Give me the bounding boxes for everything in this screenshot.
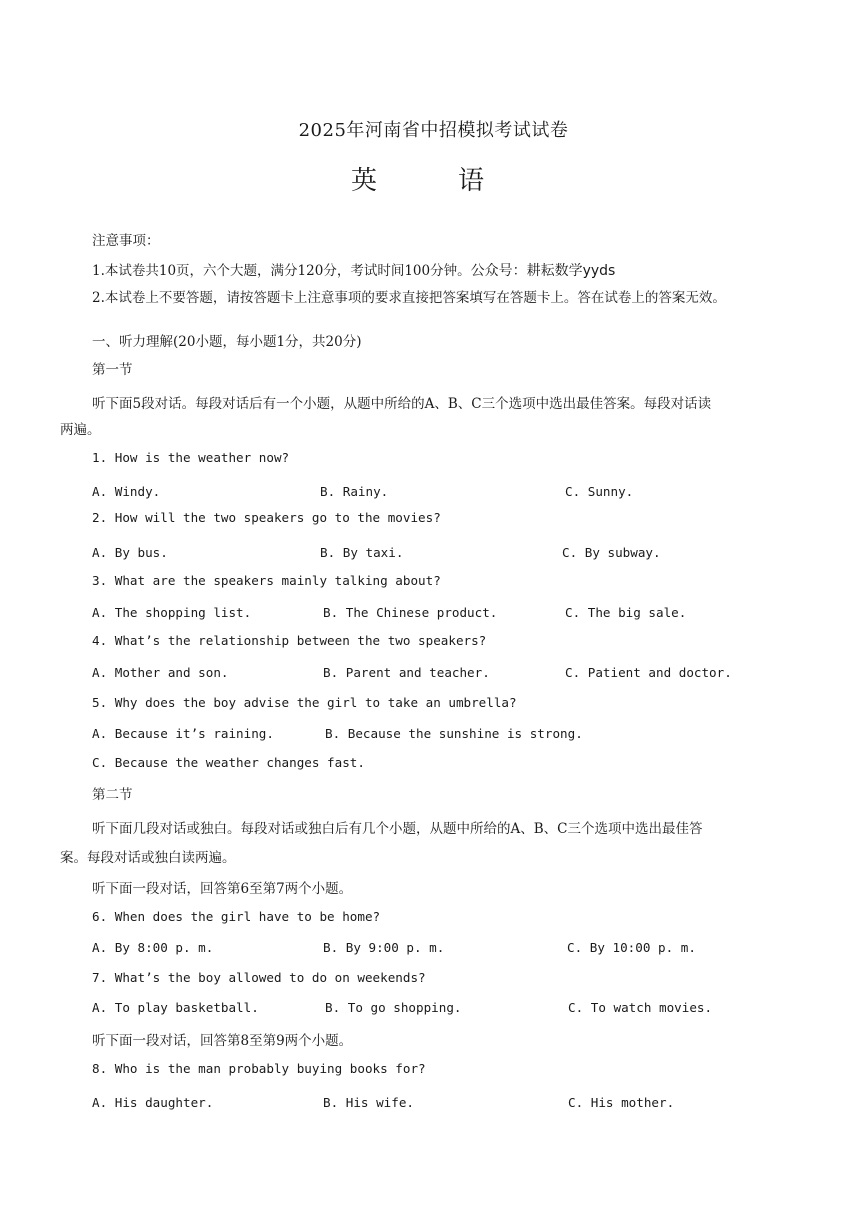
q5-option-a: A. Because it’s raining.	[92, 726, 274, 741]
dialog-intro-8-9: 听下面一段对话，回答第8至第9两个小题。	[92, 1033, 353, 1049]
question-5: 5. Why does the boy advise the girl to take an umbrella?	[92, 695, 517, 710]
q4-option-a: A. Mother and son.	[92, 665, 229, 680]
subject-char-1: 英	[351, 166, 378, 196]
question-7: 7. What’s the boy allowed to do on weekends?	[92, 970, 426, 985]
q5-option-b: B. Because the sunshine is strong.	[325, 726, 583, 741]
q6-option-c: C. By 10:00 p. m.	[567, 940, 696, 955]
question-4: 4. What’s the relationship between the two speakers?	[92, 633, 487, 648]
notice-item-2: 2.本试卷上不要答题，请按答题卡上注意事项的要求直接把答案填写在答题卡上。答在试卷上的答案无效。	[92, 290, 726, 306]
part2-instruction-line2: 案。每段对话或独白读两遍。	[60, 850, 236, 866]
question-1: 1. How is the weather now?	[92, 450, 290, 465]
notice-item-1	[92, 259, 615, 280]
section-heading: 一、听力理解(20小题，每小题1分，共20分)	[92, 334, 362, 350]
q2-option-a: A. By bus.	[92, 545, 168, 560]
q3-option-c: C. The big sale.	[565, 605, 687, 620]
part2-instruction-line1: 听下面几段对话或独白。每段对话或独白后有几个小题，从题中所给的A、B、C三个选项中选出最佳答	[92, 821, 703, 837]
q7-option-c: C. To watch movies.	[568, 1000, 713, 1015]
part1-instruction-line1: 听下面5段对话。每段对话后有一个小题，从题中所给的A、B、C三个选项中选出最佳答案。每段对话读	[92, 396, 712, 412]
q6-option-b: B. By 9:00 p. m.	[323, 940, 445, 955]
part1-instruction-line2: 两遍。	[60, 422, 101, 438]
exam-title: 2025年河南省中招模拟考试试卷	[298, 120, 569, 141]
notice-item-1-text: 1.本试卷共10页，六个大题，满分120分，考试时间100分钟。	[92, 263, 471, 279]
wechat-tag: 公众号：耕耘数学yyds	[470, 263, 616, 279]
q8-option-a: A. His daughter.	[92, 1095, 214, 1110]
q6-option-a: A. By 8:00 p. m.	[92, 940, 214, 955]
question-3: 3. What are the speakers mainly talking about?	[92, 573, 441, 588]
question-6: 6. When does the girl have to be home?	[92, 909, 381, 924]
q8-option-c: C. His mother.	[568, 1095, 675, 1110]
q2-option-c: C. By subway.	[562, 545, 661, 560]
q5-option-c: C. Because the weather changes fast.	[92, 755, 365, 770]
q1-option-c: C. Sunny.	[565, 484, 634, 499]
q3-option-a: A. The shopping list.	[92, 605, 252, 620]
q3-option-b: B. The Chinese product.	[323, 605, 498, 620]
q7-option-b: B. To go shopping.	[325, 1000, 462, 1015]
notice-heading: 注意事项：	[92, 233, 160, 249]
q7-option-a: A. To play basketball.	[92, 1000, 259, 1015]
q8-option-b: B. His wife.	[323, 1095, 414, 1110]
question-8: 8. Who is the man probably buying books for?	[92, 1061, 426, 1076]
q4-option-c: C. Patient and doctor.	[565, 665, 732, 680]
q1-option-a: A. Windy.	[92, 484, 161, 499]
part1-label: 第一节	[92, 362, 133, 378]
subject-char-2: 语	[458, 166, 485, 196]
question-2: 2. How will the two speakers go to the movies?	[92, 510, 441, 525]
q2-option-b: B. By taxi.	[320, 545, 404, 560]
q4-option-b: B. Parent and teacher.	[323, 665, 490, 680]
part2-label: 第二节	[92, 787, 133, 803]
dialog-intro-6-7: 听下面一段对话，回答第6至第7两个小题。	[92, 881, 353, 897]
q1-option-b: B. Rainy.	[320, 484, 389, 499]
